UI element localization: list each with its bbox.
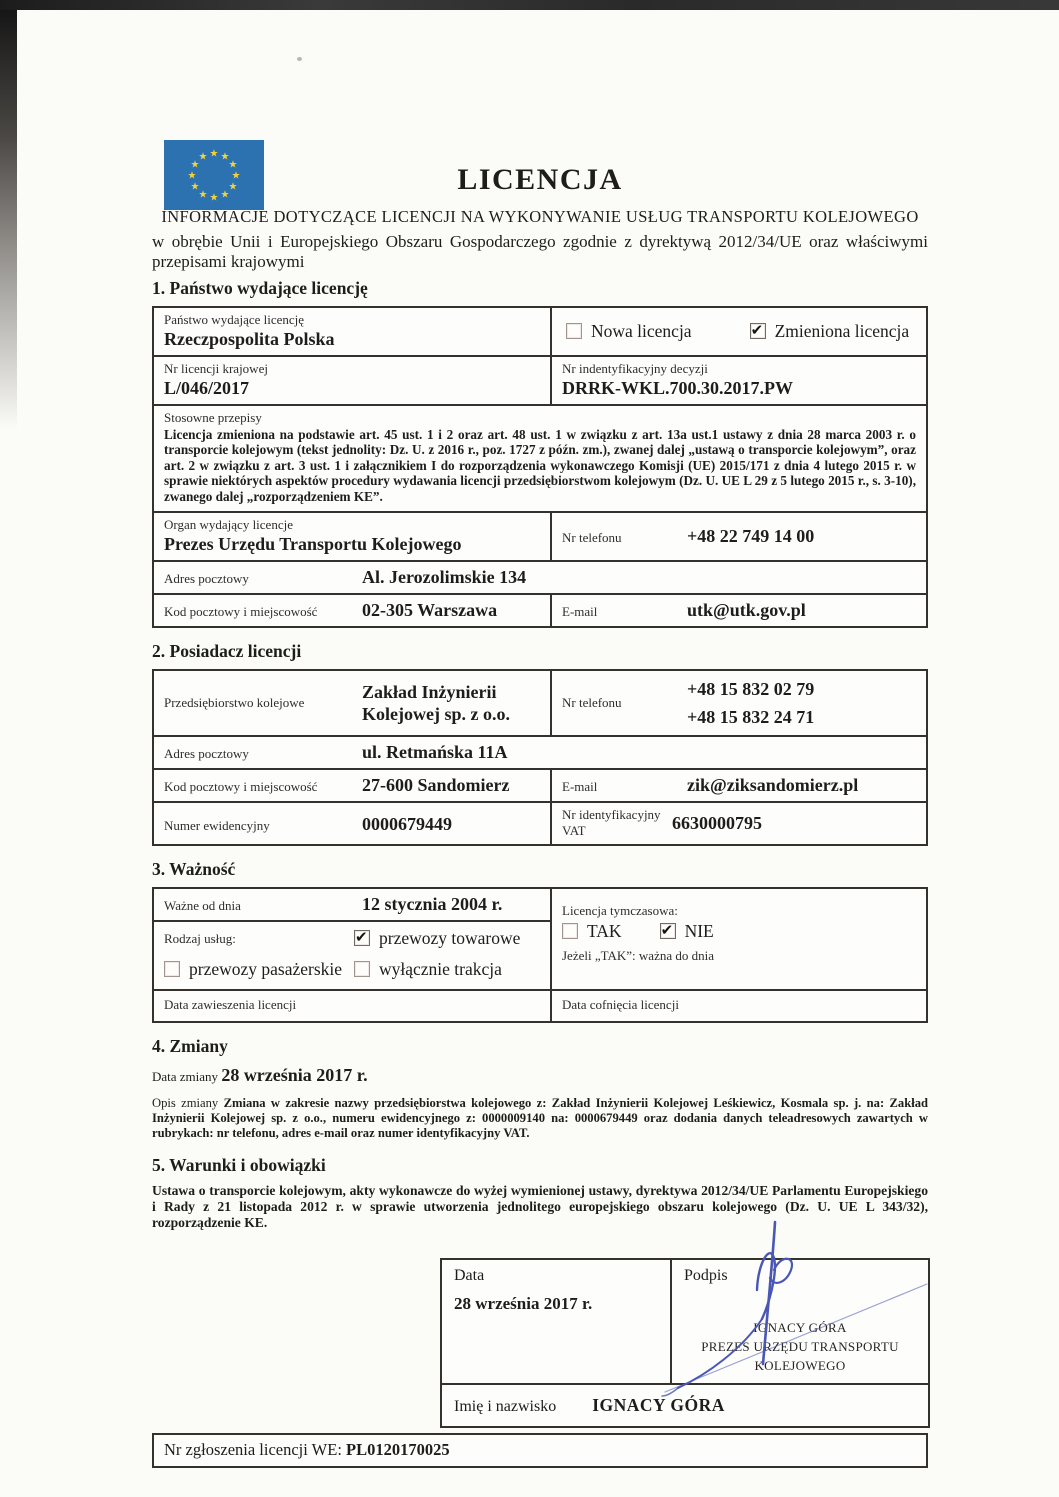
email-label: E-mail bbox=[562, 604, 598, 620]
services-label: Rodzaj usług: bbox=[164, 930, 236, 946]
checkbox-new-license bbox=[566, 323, 582, 339]
changed-license-option bbox=[750, 321, 910, 342]
phone-value-1: +48 15 832 02 79 bbox=[687, 678, 815, 699]
authority-label: Organ wydający licencje bbox=[164, 517, 293, 533]
address-label: Adres pocztowy bbox=[164, 746, 249, 762]
authority-email-cell bbox=[550, 595, 926, 626]
revocation-date-cell bbox=[550, 991, 926, 1021]
svg-text:★: ★ bbox=[190, 181, 200, 193]
svg-text:★: ★ bbox=[198, 189, 208, 201]
decision-id-cell bbox=[550, 357, 926, 404]
name-value: IGNACY GÓRA bbox=[592, 1394, 725, 1415]
company-label: Przedsiębiorstwo kolejowe bbox=[164, 695, 305, 711]
freight-label: przewozy towarowe bbox=[379, 928, 521, 949]
we-label: Nr zgłoszenia licencji WE: bbox=[164, 1439, 342, 1459]
date-value: 28 września 2017 r. bbox=[454, 1293, 593, 1313]
suspension-label: Data zawieszenia licencji bbox=[164, 997, 297, 1013]
if-yes-label: Jeżeli „TAK”: ważna do dnia bbox=[562, 948, 715, 964]
postal-value: 27-600 Sandomierz bbox=[362, 775, 510, 796]
regulations-label: Stosowne przepisy bbox=[164, 410, 262, 425]
holder-postal-cell bbox=[154, 770, 550, 801]
authority-value: Prezes Urzędu Transportu Kolejowego bbox=[164, 534, 462, 555]
checkbox-changed-license bbox=[750, 323, 766, 339]
change-desc-label: Opis zmiany bbox=[152, 1096, 219, 1111]
we-license-number-strip bbox=[152, 1433, 928, 1468]
table-row bbox=[154, 735, 926, 768]
section4-heading: 4. Zmiany bbox=[152, 1036, 228, 1057]
table-row bbox=[154, 989, 926, 1021]
we-value: PL0120170025 bbox=[346, 1439, 450, 1459]
svg-text:★: ★ bbox=[209, 192, 219, 204]
table-row bbox=[154, 308, 926, 355]
table-row bbox=[154, 511, 926, 560]
scanner-edge-left bbox=[0, 10, 17, 430]
vat-cell bbox=[550, 803, 926, 844]
decision-id-label: Nr indentyfikacyjny decyzji bbox=[562, 361, 708, 376]
table-row bbox=[154, 768, 926, 801]
postal-label: Kod pocztowy i miejscowość bbox=[164, 604, 318, 620]
section1-heading: 1. Państwo wydające licencję bbox=[152, 278, 368, 298]
name-label: Imię i nazwisko bbox=[454, 1397, 557, 1415]
decision-id-value: DRRK-WKL.700.30.2017.PW bbox=[562, 378, 793, 398]
yes-option bbox=[562, 921, 622, 942]
sign-label: Podpis bbox=[684, 1266, 728, 1284]
change-date-value: 28 września 2017 r. bbox=[221, 1065, 368, 1086]
revocation-label: Data cofnięcia licencji bbox=[562, 997, 679, 1013]
holder-address-cell bbox=[154, 737, 926, 768]
regulations-text: Licencja zmieniona na podstawie art. 45 ust. 1 i 2 oraz art. 48 ust. 1 w związku z art. 13a ust.1 ustawy z dnia 28 marca 2003 r. o transporcie kolejowym (tekst jednolity: Dz. U. z 2016 r., poz. 1727 z późn. zm.), zwanej dalej „ustawą o transporcie kolejowym”, oraz art. 2 w związku z art. 3 ust. 1 i załącznikiem I do rozporządzenia wykonawczego Komisji (UE) 2015/171 z dnia 4 lutego 2015 r. w sprawie niektórych aspektów procedury wydawania licencji przedsiębiorstwom kolejowym (Dz. U. UE L 29 z 5 lutego 2015 r., s. 3-10), zwanego dalej „rozporządzeniem KE”. bbox=[164, 427, 916, 504]
suspension-date-cell bbox=[154, 991, 550, 1021]
authority-postal-cell bbox=[154, 595, 550, 626]
freight-option bbox=[354, 928, 540, 949]
company-cell bbox=[154, 671, 550, 735]
postal-label: Kod pocztowy i miejscowość bbox=[164, 779, 318, 795]
postal-value: 02-305 Warszawa bbox=[362, 600, 498, 621]
svg-text:★: ★ bbox=[190, 159, 200, 171]
svg-text:★: ★ bbox=[228, 159, 238, 171]
traction-label: wyłącznie trakcja bbox=[379, 959, 502, 980]
address-value: Al. Jerozolimskie 134 bbox=[362, 567, 527, 588]
table-row bbox=[154, 560, 926, 593]
table-row bbox=[154, 593, 926, 626]
regulations-cell bbox=[154, 406, 926, 511]
email-label: E-mail bbox=[562, 779, 598, 795]
date-label: Data bbox=[454, 1266, 485, 1284]
checkbox-freight bbox=[354, 930, 370, 946]
address-label: Adres pocztowy bbox=[164, 571, 249, 587]
svg-text:★: ★ bbox=[228, 181, 238, 193]
no-label: NIE bbox=[684, 921, 714, 942]
reg-no-label: Numer ewidencyjny bbox=[164, 817, 270, 833]
svg-text:★: ★ bbox=[187, 170, 197, 182]
vat-value: 6630000795 bbox=[672, 813, 762, 834]
valid-from-value: 12 stycznia 2004 r. bbox=[362, 894, 503, 915]
address-value: ul. Retmańska 11A bbox=[362, 742, 508, 763]
table-row bbox=[154, 889, 926, 989]
conditions-text: Ustawa o transporcie kolejowym, akty wykonawcze do wyżej wymienionej ustawy, dyrektywa 2012/34/UE Parlamentu Europejskiego i Rady z 21 listopada 2012 r. w sprawie utworzenia jednolitego europejskiego obszaru kolejowego (Dz. U. UE L 343/32), rozporządzenie KE. bbox=[152, 1182, 928, 1231]
vat-label: Nr identyfikacyjny VAT bbox=[562, 807, 661, 839]
checkbox-traction bbox=[354, 961, 370, 977]
change-date-label: Data zmiany bbox=[152, 1069, 219, 1085]
section3-table bbox=[152, 887, 928, 1023]
traction-option bbox=[354, 959, 540, 980]
company-value: Zakład Inżynierii Kolejowej sp. z o.o. bbox=[362, 682, 510, 725]
document-intro: w obrębie Unii i Europejskiego Obszaru Gospodarczego zgodnie z dyrektywą 2012/34/UE oraz właściwymi przepisami krajowymi bbox=[152, 232, 928, 271]
valid-from-cell bbox=[154, 889, 550, 920]
issuing-state-value: Rzeczpospolita Polska bbox=[164, 329, 335, 349]
temporary-license-cell bbox=[550, 889, 926, 989]
new-license-option bbox=[566, 321, 692, 342]
holder-email-cell bbox=[550, 770, 926, 801]
phone-label: Nr telefonu bbox=[562, 694, 622, 710]
table-row bbox=[154, 671, 926, 735]
valid-from-label: Ważne od dnia bbox=[164, 898, 241, 914]
license-no-label: Nr licencji krajowej bbox=[164, 361, 268, 376]
section2-table bbox=[152, 669, 928, 846]
email-value: utk@utk.gov.pl bbox=[687, 600, 806, 621]
section2-heading: 2. Posiadacz licencji bbox=[152, 641, 302, 662]
stamp-line: IGNACY GÓRA bbox=[753, 1319, 847, 1335]
document-page bbox=[152, 0, 928, 1468]
license-type-cell bbox=[550, 308, 926, 355]
yes-label: TAK bbox=[587, 921, 622, 942]
reg-no-cell bbox=[154, 803, 550, 844]
passenger-option bbox=[164, 959, 350, 980]
passenger-label: przewozy pasażerskie bbox=[189, 959, 343, 980]
signature-block bbox=[440, 1258, 930, 1428]
table-row bbox=[442, 1260, 928, 1383]
section3-heading: 3. Ważność bbox=[152, 859, 236, 880]
issuing-state-cell bbox=[154, 308, 550, 355]
holder-phone-cell bbox=[550, 671, 926, 735]
table-row bbox=[442, 1383, 928, 1426]
svg-text:★: ★ bbox=[231, 170, 241, 182]
change-date-line bbox=[152, 1065, 928, 1086]
phone-label: Nr telefonu bbox=[562, 530, 622, 546]
svg-text:★: ★ bbox=[198, 151, 208, 163]
official-stamp bbox=[684, 1318, 916, 1375]
svg-text:★: ★ bbox=[220, 189, 230, 201]
reg-no-value: 0000679449 bbox=[362, 813, 452, 834]
document-subtitle: INFORMACJE DOTYCZĄCE LICENCJI NA WYKONYWANIE USŁUG TRANSPORTU KOLEJOWEGO bbox=[161, 207, 919, 226]
authority-phone-cell bbox=[550, 513, 926, 560]
new-license-label: Nowa licencja bbox=[591, 320, 692, 341]
issuing-state-label: Państwo wydające licencję bbox=[164, 312, 305, 327]
temporary-label: Licencja tymczasowa: bbox=[562, 903, 678, 919]
service-types-cell bbox=[154, 920, 550, 989]
validity-left-column bbox=[154, 889, 550, 989]
license-no-cell bbox=[154, 357, 550, 404]
document-header bbox=[152, 0, 928, 278]
table-row bbox=[154, 404, 926, 511]
checkbox-passenger bbox=[164, 961, 180, 977]
phone-value-2: +48 15 832 24 71 bbox=[687, 706, 815, 727]
change-desc-text: Zmiana w zakresie nazwy przedsiębiorstwa kolejowego z: Zakład Inżynierii Kolejowej Leśkiewicz, Kosmala sp. j. na: Zakład Inżynierii Kolejowej sp. z o.o., numeru ewidencyjnego z: 0000009140 na: 0000679449 oraz dodania danych teleadresowych zawartych w rubrykach: nr telefonu, adres e-mail oraz numer identyfikacyjny VAT. bbox=[152, 1096, 929, 1141]
signature-sign-cell bbox=[670, 1260, 928, 1383]
email-value: zik@ziksandomierz.pl bbox=[687, 775, 859, 796]
table-row bbox=[154, 355, 926, 404]
checkbox-yes bbox=[562, 923, 578, 939]
phone-values bbox=[687, 678, 916, 728]
changed-license-label: Zmieniona licencja bbox=[774, 320, 910, 341]
svg-text:★: ★ bbox=[220, 151, 230, 163]
phone-value: +48 22 749 14 00 bbox=[687, 526, 815, 547]
document-title: LICENCJA bbox=[457, 163, 623, 196]
signature-table bbox=[440, 1258, 930, 1428]
svg-text:★: ★ bbox=[209, 148, 219, 160]
signature-date-cell bbox=[442, 1260, 670, 1372]
section5-heading: 5. Warunki i obowiązki bbox=[152, 1154, 326, 1175]
authority-address-cell bbox=[154, 562, 926, 593]
authority-cell bbox=[154, 513, 550, 560]
checkbox-no bbox=[660, 923, 676, 939]
change-desc-paragraph bbox=[152, 1096, 928, 1142]
section1-table bbox=[152, 306, 928, 628]
no-option bbox=[660, 921, 714, 942]
stamp-line: KOLEJOWEGO bbox=[754, 1357, 846, 1373]
license-no-value: L/046/2017 bbox=[164, 378, 250, 398]
table-row bbox=[154, 801, 926, 844]
stamp-line: PREZES URZĘDU TRANSPORTU bbox=[701, 1338, 899, 1354]
